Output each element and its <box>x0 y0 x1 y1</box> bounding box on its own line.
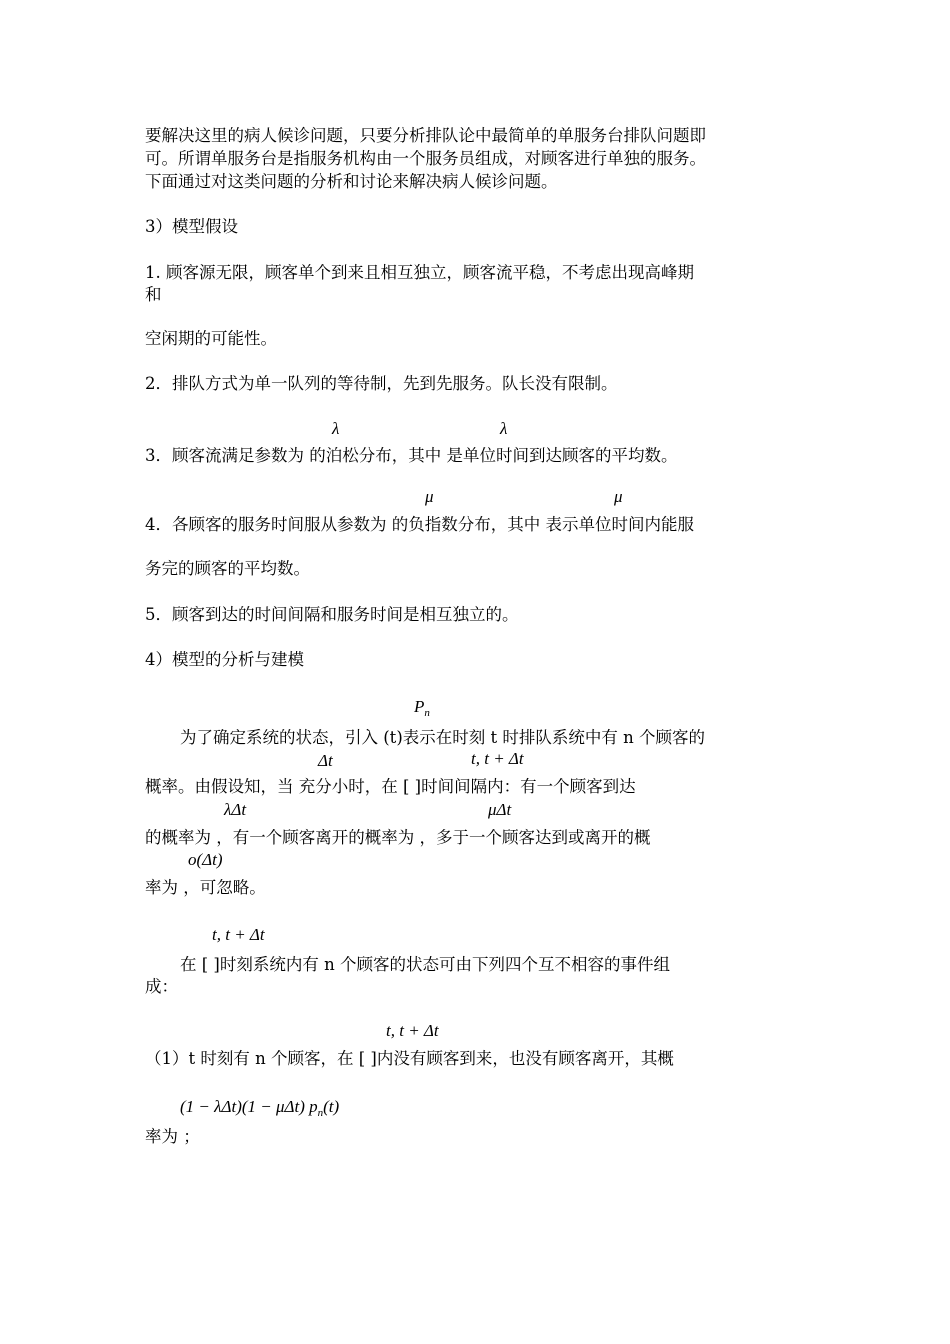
section-heading-modeling: 4）模型的分析与建模 <box>145 650 304 669</box>
probability-expression: (1 − λΔt)(1 − μΔt) $p_n(t)$ <box>180 1097 340 1119</box>
assumption-1-line-3: 空闲期的可能性。 <box>145 329 277 348</box>
assumption-3: 3．顾客流满足参数为 的泊松分布，其中 是单位时间到达顾客的平均数。 <box>145 446 678 465</box>
symbol-lambda: λ <box>332 419 340 438</box>
symbol-lambda-delta-t: λΔt <box>224 800 247 819</box>
assumption-5: 5．顾客到达的时间间隔和服务时间是相互独立的。 <box>145 605 519 624</box>
symbol-mu: μ <box>425 487 434 506</box>
paragraph-1-line-1: 为了确定系统的状态，引入 (t)表示在时刻 t 时排队系统中有 n 个顾客的 <box>180 728 705 747</box>
case-1-line-2: 率为 ； <box>145 1127 200 1146</box>
intro-line-3: 下面通过对这类问题的分析和讨论来解决病人候诊问题。 <box>145 172 558 191</box>
symbol-lambda: λ <box>500 419 508 438</box>
symbol-mu-delta-t: μΔt <box>488 800 512 819</box>
intro-line-2: 可。所谓单服务台是指服务机构由一个服务员组成，对顾客进行单独的服务。 <box>145 149 706 168</box>
symbol-interval: t, t + Δt <box>212 925 265 944</box>
paragraph-1-line-4: 率为 ，可忽略。 <box>145 878 266 897</box>
assumption-4-line-2: 务完的顾客的平均数。 <box>145 559 310 578</box>
symbol-delta-t: Δt <box>318 751 333 770</box>
symbol-mu: μ <box>614 487 623 506</box>
assumption-2: 2．排队方式为单一队列的等待制，先到先服务。队长没有限制。 <box>145 374 618 393</box>
paragraph-1-line-2: 概率。由假设知，当 充分小时，在 [ ]时间间隔内：有一个顾客到达 <box>145 777 636 796</box>
symbol-interval: t, t + Δt <box>386 1021 439 1040</box>
paragraph-2-line-1: 在 [ ]时刻系统内有 n 个顾客的状态可由下列四个互不相容的事件组 <box>180 955 670 974</box>
paragraph-2-line-2: 成： <box>145 977 178 996</box>
symbol-interval: t, t + Δt <box>471 749 524 768</box>
assumption-4-line-1: 4．各顾客的服务时间服从参数为 的负指数分布，其中 表示单位时间内能服 <box>145 515 694 534</box>
assumption-1-line-1: 1. 顾客源无限，顾客单个到来且相互独立，顾客流平稳，不考虑出现高峰期 <box>145 263 694 282</box>
paragraph-1-line-3: 的概率为 ，有一个顾客离开的概率为 ，多于一个顾客达到或离开的概 <box>145 828 651 847</box>
section-heading-assumptions: 3）模型假设 <box>145 217 238 236</box>
symbol-p-n: $P_n$ <box>414 697 430 719</box>
assumption-1-line-2: 和 <box>145 285 162 304</box>
symbol-o-delta-t: o(Δt) <box>188 850 223 869</box>
intro-line-1: 要解决这里的病人候诊问题，只要分析排队论中最简单的单服务台排队问题即 <box>145 126 706 145</box>
case-1-line-1: （1）t 时刻有 n 个顾客，在 [ ]内没有顾客到来，也没有顾客离开，其概 <box>145 1049 674 1068</box>
